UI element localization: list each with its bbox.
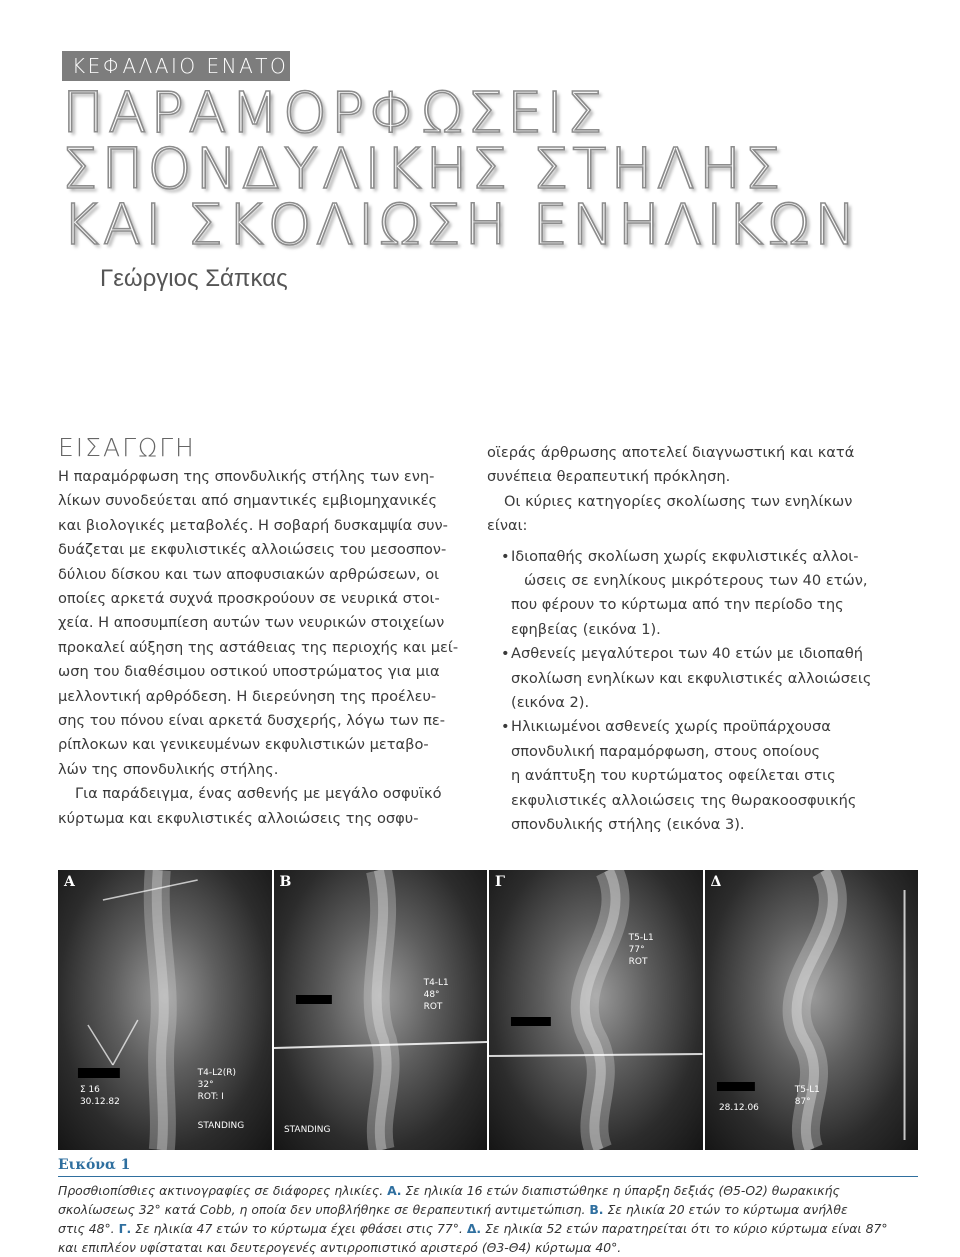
text-line: Η παραμόρφωση της σπονδυλικής στήλης των ενη- <box>58 468 435 485</box>
figure-caption <box>58 1181 918 1257</box>
figure-xray-panels <box>58 870 918 1150</box>
caption-text: Σε ηλικία 52 ετών παρατηρείται ότι το κύριο κύρτωμα είναι 87° <box>481 1221 888 1236</box>
bullet-text: (εικόνα 2). <box>511 694 590 712</box>
bullet-text: που φέρουν το κύρτωμα από την περίοδο της <box>511 596 844 614</box>
right-column <box>487 441 917 838</box>
bullet-icon: • <box>501 547 510 565</box>
xray-annotation: 32° <box>197 1079 214 1091</box>
bullet-text: σπονδυλικής στήλης (εικόνα 3). <box>511 816 745 834</box>
bullet-text: Ιδιοπαθής σκολίωση χωρίς εκφυλιστικές αλλοι- <box>511 547 859 565</box>
caption-mark: Δ. <box>466 1221 482 1236</box>
caption-line: και επιπλέον υφίσταται και δευτερογενές αντιρροπιστικό αριστερό (Θ3-Θ4) κύρτωμα 40°. <box>58 1240 622 1255</box>
list-item <box>487 545 917 643</box>
chapter-title <box>62 81 942 258</box>
caption-mark: Α. <box>387 1183 402 1198</box>
title-line-1: ΠΑΡΑΜΟΡΦΩΣΕΙΣ <box>62 81 607 146</box>
xray-annotation: ROT <box>423 1001 442 1013</box>
title-line-2: ΣΠΟΝΔΥΛΙΚΗΣ ΣΤΗΛΗΣ <box>62 137 785 202</box>
xray-annotation: T5-L1 <box>794 1084 820 1096</box>
text-line: οϊεράς άρθρωσης αποτελεί διαγνωστική και κατά <box>487 444 855 461</box>
xray-annotation: ROT: I <box>197 1091 224 1103</box>
xray-image <box>705 870 919 1150</box>
title-line-3: ΚΑΙ ΣΚΟΛΙΩΣΗ ΕΝΗΛΙΚΩΝ <box>62 193 861 258</box>
panel-label: Δ <box>710 874 722 890</box>
text-line: ρίπλοκων και γενικευμένων εκφυλιστικών μεταβο- <box>58 736 429 754</box>
figure-caption-title: Εικόνα 1 <box>58 1157 131 1173</box>
xray-panel-a <box>58 870 272 1150</box>
xray-annotation: STANDING <box>197 1120 245 1132</box>
panel-label: Α <box>64 874 75 890</box>
left-column <box>58 465 470 831</box>
text-line: μελλοντική αρθρόδεση. Η διερεύνηση της προέλευ- <box>58 687 437 705</box>
caption-text: Προσθιοπίσθιες ακτινογραφίες σε διάφορες ηλικίες. <box>58 1183 388 1198</box>
caption-line <box>58 1181 918 1200</box>
panel-label: Γ <box>495 874 505 890</box>
text-line: συνέπεια θεραπευτική πρόκληση. <box>487 468 731 486</box>
bullet-icon: • <box>501 718 510 736</box>
caption-text: Σε ηλικία 20 ετών το κύρτωμα ανήλθε <box>603 1202 848 1217</box>
caption-text: Σε ηλικία 47 ετών το κύρτωμα έχει φθάσει στις 77°. <box>131 1221 467 1236</box>
author-name: Γεώργιος Σάπκας <box>100 265 288 292</box>
text-line: Οι κύριες κατηγορίες σκολίωσης των ενηλίκων <box>504 492 853 510</box>
caption-text: στις 48°. <box>58 1221 119 1236</box>
caption-mark: Γ. <box>118 1221 132 1236</box>
xray-annotation: 30.12.82 <box>79 1096 120 1108</box>
xray-image <box>58 870 272 1150</box>
text-line: δύλιου δίσκου και των αποφυσιακών αρθρώσεων, οι <box>58 565 440 583</box>
caption-text: σκολίωσεως 32° κατά Cobb, η οποία δεν υποβλήθηκε σε θεραπευτική αντιμετώπιση. <box>58 1202 590 1217</box>
text-line: λών της σπονδυλικής στήλης. <box>58 760 279 778</box>
xray-annotation: 77° <box>628 944 645 956</box>
xray-image <box>274 870 488 1150</box>
xray-annotation: 28.12.06 <box>718 1102 759 1114</box>
xray-panel-b <box>274 870 488 1150</box>
text-line: Για παράδειγμα, ένας ασθενής με μεγάλο οσφυϊκό <box>75 785 442 803</box>
bullet-text: Ασθενείς μεγαλύτεροι των 40 ετών με ιδιοπαθή <box>511 645 864 663</box>
text-line: λίκων συνοδεύεται από σημαντικές εμβιομηχανικές <box>58 492 438 510</box>
bullet-icon: • <box>501 645 510 663</box>
list-item <box>487 642 917 715</box>
caption-text: Σε ηλικία 16 ετών διαπιστώθηκε η ύπαρξη δεξιάς (Θ5-Ο2) θωρακικής <box>401 1183 840 1198</box>
panel-label: Β <box>279 874 292 890</box>
xray-annotation: T5-L1 <box>628 932 654 944</box>
xray-annotation: Τ4-L2(R) <box>197 1067 236 1079</box>
bullet-list <box>487 545 917 838</box>
xray-annotation: 48° <box>423 989 440 1001</box>
section-heading: ΕΙΣΑΓΩΓΗ <box>58 433 196 462</box>
caption-line <box>58 1200 918 1219</box>
chapter-label: ΚΕΦΑΛΑΙΟ ΕΝΑΤΟ <box>62 51 290 81</box>
xray-annotation: STANDING <box>283 1124 330 1136</box>
text-line: είναι: <box>487 517 528 535</box>
xray-image <box>489 870 703 1150</box>
xray-annotation: ROT <box>628 956 648 968</box>
bullet-text: εκφυλιστικές αλλοιώσεις της θωρακοοσφυικής <box>511 791 857 809</box>
bullet-text: σκολίωση ενηλίκων και εκφυλιστικές αλλοιώσεις <box>511 669 872 687</box>
bullet-text: η ανάπτυξη του κυρτώματος οφείλεται στις <box>511 767 836 785</box>
text-line: κύρτωμα και εκφυλιστικές αλλοιώσεις της οσφυ- <box>58 809 419 827</box>
bullet-text: εφηβείας (εικόνα 1). <box>511 620 661 638</box>
xray-panel-d <box>705 870 919 1150</box>
xray-annotation: 87° <box>794 1096 811 1108</box>
text-line: σης του πόνου είναι αρκετά δυσχερής, λόγω των πε- <box>58 712 446 730</box>
text-line: προκαλεί αύξηση της αστάθειας της περιοχής και μεί- <box>58 638 459 656</box>
caption-mark: Β. <box>589 1202 604 1217</box>
text-line: δυάζεται με εκφυλιστικές αλλοιώσεις του μεσοσπον- <box>58 541 447 559</box>
text-line: ωση του διαθέσιμου οστικού υποστρώματος για μια <box>58 663 440 681</box>
xray-annotation: T4-L1 <box>423 977 449 989</box>
text-line: χεία. Η αποσυμπίεση αυτών των νευρικών στοιχείων <box>58 614 445 632</box>
caption-line <box>58 1219 918 1238</box>
bullet-text: Ηλικιωμένοι ασθενείς χωρίς προϋπάρχουσα <box>511 718 831 736</box>
caption-divider <box>58 1176 918 1177</box>
bullet-text: ώσεις σε ενηλίκους μικρότερους των 40 ετών, <box>524 572 868 590</box>
text-line: και βιολογικές μεταβολές. Η σοβαρή δυσκαμψία συν- <box>58 516 448 534</box>
xray-annotation: Σ 16 <box>79 1084 100 1096</box>
xray-panel-c <box>489 870 703 1150</box>
bullet-text: σπονδυλική παραμόρφωση, στους οποίους <box>511 742 821 760</box>
text-line: οποίες αρκετά συχνά προσκρούουν σε νευρικά στοι- <box>58 590 440 608</box>
list-item <box>487 715 917 837</box>
